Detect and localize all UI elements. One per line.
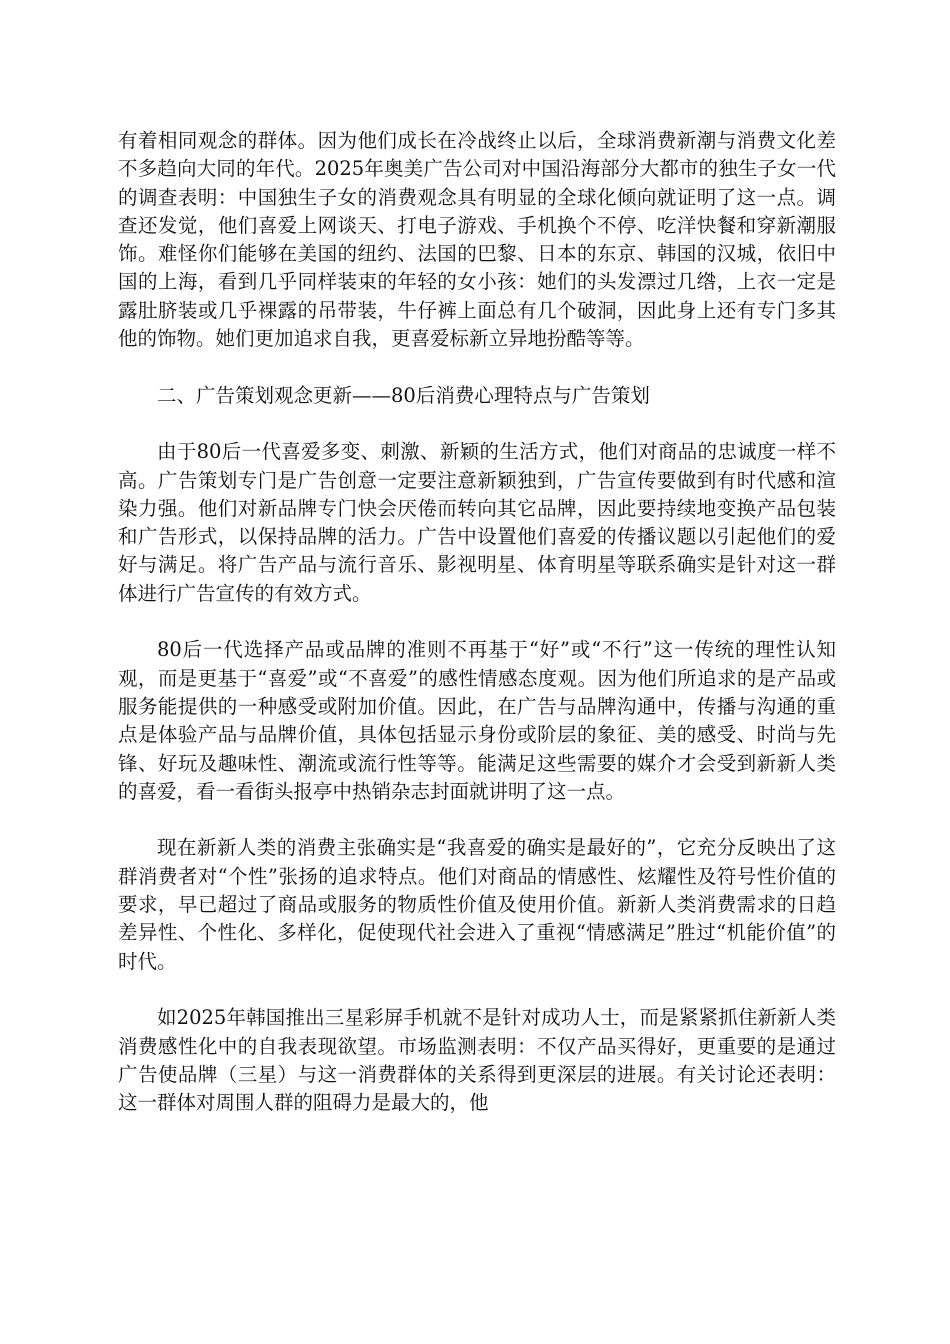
paragraph-brand-criteria: 80后一代选择产品或品牌的准则不再基于“好”或“不行”这一传统的理性认知观，而是更基于“喜爱”或“不喜爱”的感性情感态度观。因为他们所追求的是产品或服务能提供的一种感受或附加价值。因此，在广告与品牌沟通中，传播与沟通的重点是体验产品与品牌价值，具体包括显示身份或阶层的象征、美的感受、时尚与先锋、好玩及趣味性、潮流或流行性等等。能满足这些需要的媒介才会受到新新人类的喜爱，看一看街头报亭中热销杂志封面就讲明了这一点。 xyxy=(118,638,836,803)
paragraph-product-loyalty: 由于80后一代喜爱多变、刺激、新颖的生活方式，他们对商品的忠诚度一样不高。广告策划专门是广告创意一定要注意新颖独到，广告宣传要做到有时代感和渲染力强。他们对新品牌专门快会厌倦而转向其它品牌，因此要持续地变换产品包装和广告形式，以保持品牌的活力。广告中设置他们喜爱的传播议题以引起他们的爱好与满足。将广告产品与流行音乐、影视明星、体育明星等联系确实是针对这一群体进行广告宣传的有效方式。 xyxy=(118,440,836,605)
paragraph-continuation: 有着相同观念的群体。因为他们成长在冷战终止以后，全球消费新潮与消费文化差不多趋向大同的年代。2025年奥美广告公司对中国沿海部分大都市的独生子女一代的调查表明：中国独生子女的消费观念具有明显的全球化倾向就证明了这一点。调查还发觉，他们喜爱上网谈天、打电子游戏、手机换个不停、吃洋快餐和穿新潮服饰。难怪你们能够在美国的纽约、法国的巴黎、日本的东京、韩国的汉城，依旧中国的上海，看到几乎同样装束的年轻的女小孩：她们的头发漂过几绺，上衣一定是露肚脐装或几乎裸露的吊带装，牛仔裤上面总有几个破洞，因此身上还有专门多其他的饰物。她们更加追求自我，更喜爱标新立异地扮酷等等。 xyxy=(118,129,836,351)
paragraph-samsung-example: 如2025年韩国推出三星彩屏手机就不是针对成功人士，而是紧紧抓住新新人类消费感性化中的自我表现欲望。市场监测表明：不仅产品买得好，更重要的是通过广告使品牌（三星）与这一消费群体的关系得到更深层的进展。有关讨论还表明：这一群体对周围人群的阻碍力是最大的，他 xyxy=(118,1006,836,1115)
document-body xyxy=(118,127,836,1117)
paragraph-consumer-attitude: 现在新新人类的消费主张确实是“我喜爱的确实是最好的”，它充分反映出了这群消费者对“个性”张扬的追求特点。他们对商品的情感性、炫耀性及符号性价值的要求，早已超过了商品或服务的物质性价值及使用价值。新新人类消费需求的日趋差异性、个性化、多样化，促使现代社会进入了重视“情感满足”胜过“机能价值”的时代。 xyxy=(118,836,836,973)
section-heading: 二、广告策划观念更新——80后消费心理特点与广告策划 xyxy=(157,383,650,407)
